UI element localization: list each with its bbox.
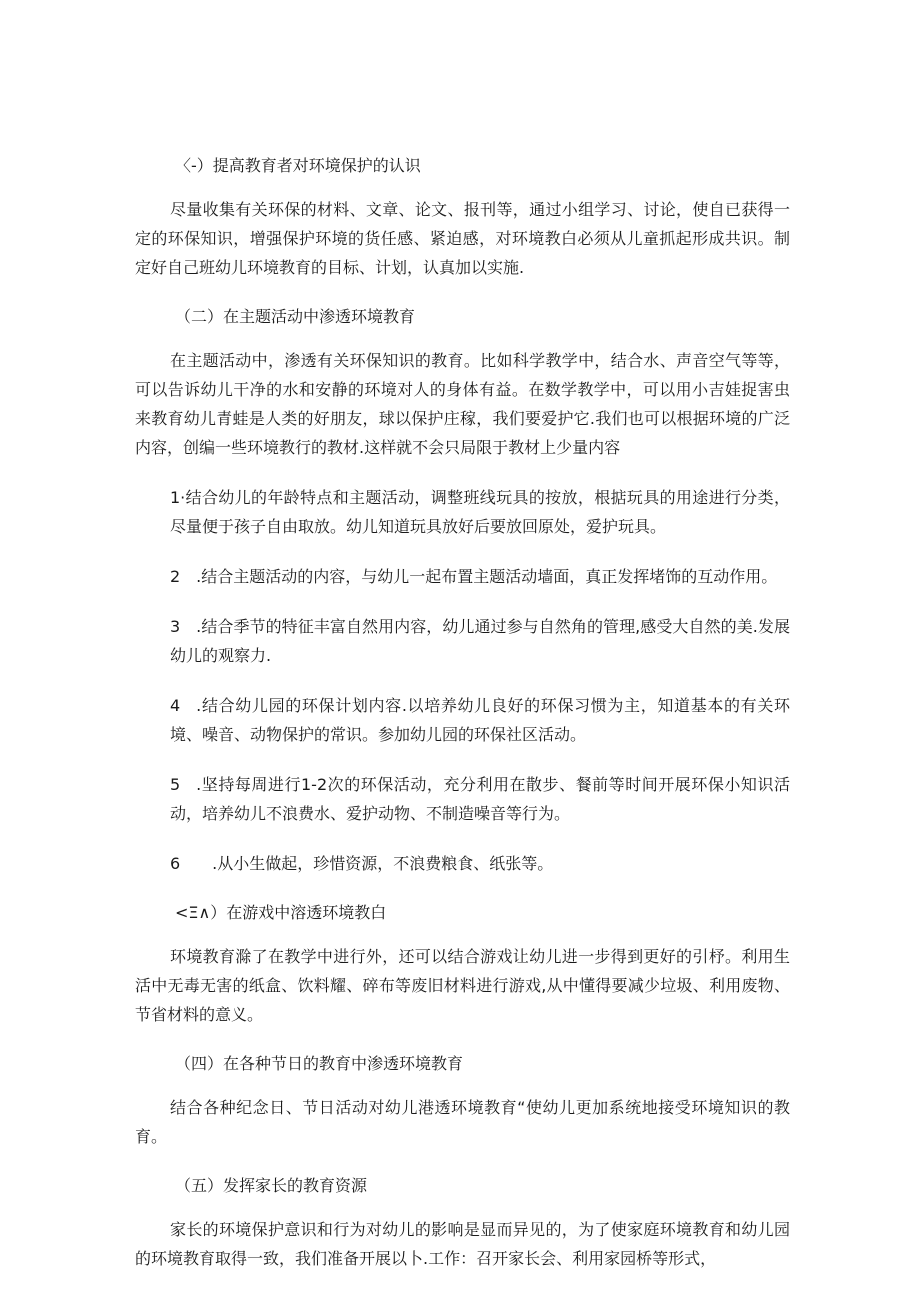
list-item-text: 结合季节的特征丰富自然用内容，幼儿通过参与自然角的管理,感受大自然的美.发展幼儿的观察力.: [170, 617, 790, 665]
list-item-number: 2 .: [170, 567, 202, 586]
list-item-number: 1·: [170, 488, 186, 507]
section-4-heading: （四）在各种节日的教育中渗透环境教育: [175, 1054, 464, 1073]
list-item-2: [135, 562, 790, 591]
list-item-6: [135, 849, 790, 878]
list-item-number: 3 .: [170, 617, 202, 636]
section-2-heading: （二）在主题活动中渗透环境教育: [175, 307, 416, 326]
list-item-number: 4 .: [170, 696, 202, 715]
list-item-5: [135, 770, 790, 828]
list-item-number: 6 .: [170, 854, 218, 873]
list-item-4: [135, 691, 790, 749]
section-3-heading: <Ξ∧）在游戏中溶透环境教白: [175, 903, 387, 922]
section-5-heading: （五）发挥家长的教育资源: [175, 1176, 368, 1195]
list-item-1: [135, 483, 790, 541]
section-1-heading: 〈-）提高教育者对环境保护的认识: [175, 156, 421, 175]
list-item-text: 坚持每周进行1-2次的环保活动，充分利用在散步、餐前等时间开展环保小知识活动，培养幼儿不浪费水、爱护动物、不制造噪音等行为。: [170, 775, 790, 823]
section-4-paragraph: 结合各种纪念日、节日活动对幼儿港透环境教育“使幼儿更加系统地接受环境知识的教育。: [135, 1098, 790, 1146]
section-1-paragraph: 尽量收集有关环保的材料、文章、论文、报刊等，通过小组学习、讨论，使自已获得一定的环保知识，增强保护环境的货任感、紧迫感，对环境教白必须从儿童抓起形成共识。制定好自己班幼儿环境教育的目标、计划，认真加以实施.: [135, 200, 790, 277]
list-item-text: 从小生做起，珍惜资源，不浪费粮食、纸张等。: [217, 854, 554, 873]
section-2-paragraph: 在主题活动中，渗透有关环保知识的教育。比如科学教学中，结合水、声音空气等等，可以告诉幼儿干净的水和安静的环境对人的身体有益。在数学教学中，可以用小吉娃捉害虫来教育幼儿青蛙是人类的好朋友，球以保护庄稼，我们要爱护它.我们也可以根据环境的广泛内容，创编一些环境教行的教材.这样就不会只局限于教材上少量内容: [135, 351, 790, 457]
document-body: [135, 152, 790, 1273]
list-item-text: 结合主题活动的内容，与幼儿一起布置主题活动墙面，真正发挥堵饰的互动作用。: [201, 567, 778, 586]
list-item-3: [135, 612, 790, 670]
list-item-number: 5 .: [170, 775, 202, 794]
section-3-paragraph: 环境教育滁了在教学中进行外，还可以结合游戏让幼儿进一步得到更好的引杼。利用生活中无毒无害的纸盒、饮料耀、碎布等废旧材料进行游戏,从中懂得要减少垃圾、利用废物、节省材料的意义。: [135, 947, 790, 1024]
section-5-paragraph: 家长的环境保护意识和行为对幼儿的影响是显而异见的，为了使家庭环境教育和幼儿园的环境教育取得一致，我们准备开展以卜.工作：召开家长会、利用家园桥等形式，: [135, 1220, 790, 1268]
list-item-text: 结合幼儿园的环保计划内容.以培养幼儿良好的环保习惯为主，知道基本的有关环境、噪音、动物保护的常识。参加幼儿园的环保社区活动。: [170, 696, 790, 744]
list-item-text: 结合幼儿的年龄特点和主题活动，调整班线玩具的按放，根掂玩具的用途进行分类，尽量便于孩子自由取放。幼儿知道玩具放好后要放回原处，爱护玩具。: [170, 488, 790, 536]
